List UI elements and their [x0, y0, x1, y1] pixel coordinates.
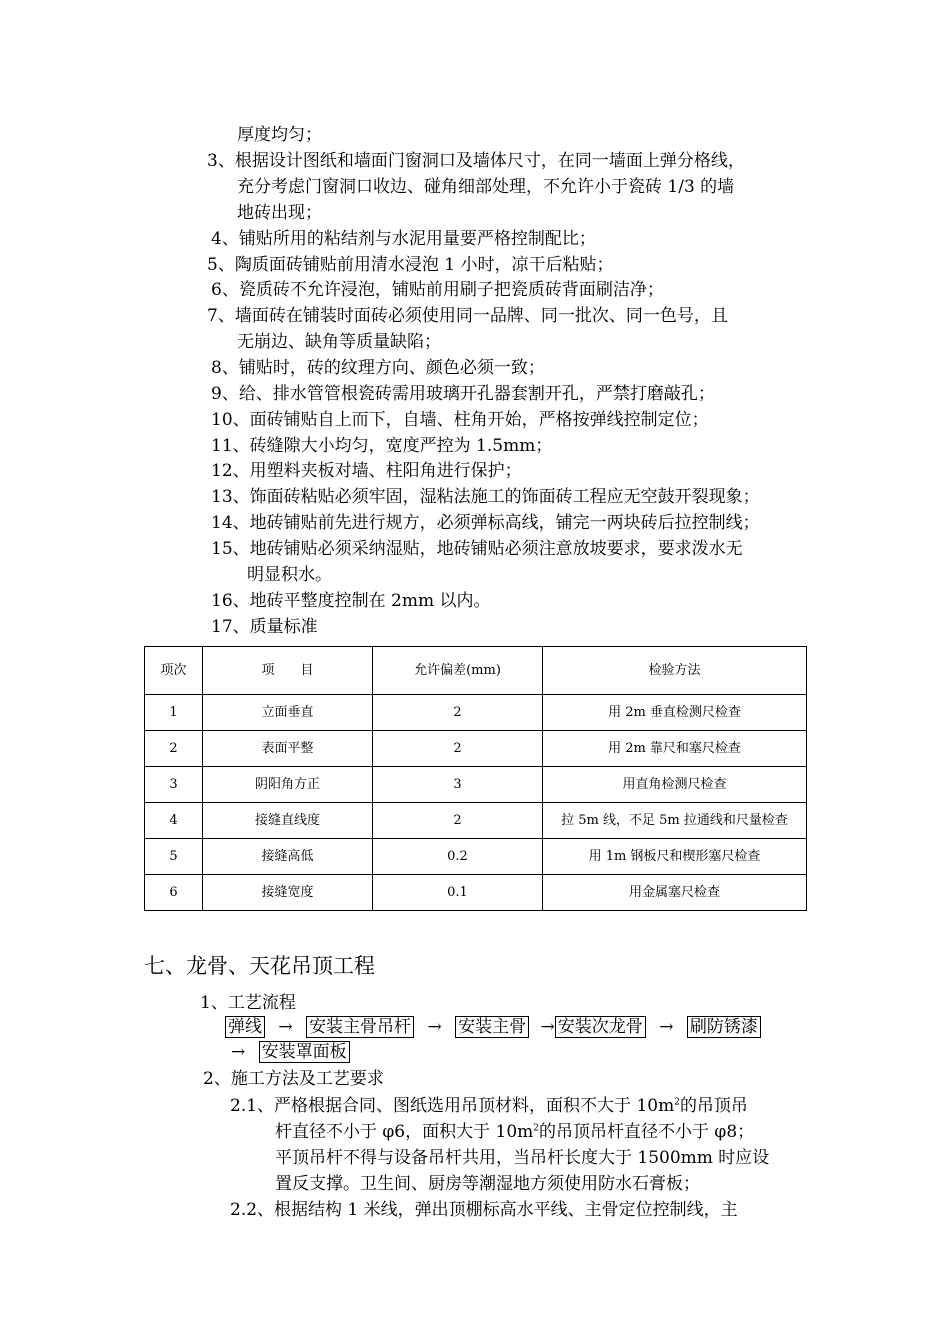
table-cell: 0.1: [373, 875, 543, 911]
table-row: [145, 839, 807, 875]
table-cell: 2: [373, 695, 543, 731]
paragraph-2-1-line: 置反支撑。卫生间、厨房等潮湿地方须使用防水石膏板；: [275, 1174, 700, 1194]
table-row: [145, 731, 807, 767]
text-span: 2.1、严格根据合同、图纸选用吊顶材料，面积不大于 10m: [230, 1096, 675, 1116]
flow-step: 安装罩面板: [259, 1041, 350, 1063]
arrow-icon: →: [231, 1042, 246, 1062]
table-cell: 用金属塞尺检查: [543, 875, 807, 911]
arrow-icon: →: [659, 1017, 674, 1037]
process-flow-row-2: [231, 1041, 350, 1063]
table-cell: 2: [373, 803, 543, 839]
table-cell: 表面平整: [203, 731, 373, 767]
list-item-10: 10、面砖铺贴自上而下，自墙、柱角开始，严格按弹线控制定位；: [211, 410, 709, 430]
list-line-continuation: 明显积水。: [247, 565, 332, 585]
table-row: [145, 875, 807, 911]
list-item-4: 4、铺贴所用的粘结剂与水泥用量要严格控制配比；: [211, 229, 596, 249]
flow-step: 安装主骨: [455, 1016, 529, 1038]
table-cell: 2: [373, 731, 543, 767]
list-item-16: 16、地砖平整度控制在 2mm 以内。: [211, 591, 491, 611]
table-cell: 3: [373, 767, 543, 803]
list-line-continuation: 厚度均匀；: [237, 125, 322, 145]
list-line-continuation: 地砖出现；: [237, 203, 322, 223]
flow-step: 安装主骨吊杆: [306, 1016, 414, 1038]
table-row: [145, 767, 807, 803]
text-span: 的吊顶吊: [679, 1096, 748, 1116]
list-item-9: 9、给、排水管管根瓷砖需用玻璃开孔器套割开孔，严禁打磨敲孔；: [211, 384, 715, 404]
table-cell: 立面垂直: [203, 695, 373, 731]
table-cell: 3: [145, 767, 203, 803]
table-cell: 接缝直线度: [203, 803, 373, 839]
table-cell: 阴阳角方正: [203, 767, 373, 803]
arrow-icon: →: [278, 1017, 293, 1037]
paragraph-2-1-line: [230, 1093, 748, 1119]
list-item-7: 7、墙面砖在铺装时面砖必须使用同一品牌、同一批次、同一色号，且: [207, 306, 728, 326]
list-item-17: 17、质量标准: [211, 617, 318, 637]
list-item-3: 3、根据设计图纸和墙面门窗洞口及墙体尺寸，在同一墙面上弹分格线，: [207, 151, 745, 171]
table-header-row: [145, 647, 807, 695]
table-row: [145, 695, 807, 731]
table-cell: 用 2m 垂直检测尺检查: [543, 695, 807, 731]
table-cell: 用直角检测尺检查: [543, 767, 807, 803]
paragraph-2-2-line: 2.2、根据结构 1 米线，弹出顶棚标高水平线、主骨定位控制线，主: [230, 1200, 738, 1220]
header-cell-item: 项 目: [203, 647, 373, 695]
table-cell: 用 1m 钢板尺和楔形塞尺检查: [543, 839, 807, 875]
table-cell: 2: [145, 731, 203, 767]
list-item-11: 11、砖缝隙大小均匀，宽度严控为 1.5mm；: [211, 436, 553, 456]
paragraph-2-1-line: [275, 1119, 754, 1145]
superscript: 2: [674, 1097, 680, 1108]
table-row: [145, 803, 807, 839]
table-cell: 0.2: [373, 839, 543, 875]
process-flow-row-1: [225, 1016, 761, 1038]
list-line-continuation: 无崩边、缺角等质量缺陷；: [237, 332, 441, 352]
quality-standard-table: [144, 646, 807, 911]
list-line-continuation: 充分考虑门窗洞口收边、碰角细部处理，不允许小于瓷砖 1/3 的墙: [237, 177, 735, 197]
list-item-5: 5、陶质面砖铺贴前用清水浸泡 1 小时，凉干后粘贴；: [207, 255, 614, 275]
table-cell: 1: [145, 695, 203, 731]
list-item-12: 12、用塑料夹板对墙、柱阳角进行保护；: [211, 461, 522, 481]
table-cell: 接缝高低: [203, 839, 373, 875]
header-cell-tolerance: 允许偏差(mm): [373, 647, 543, 695]
flow-step: 刷防锈漆: [687, 1016, 761, 1038]
header-cell-method: 检验方法: [543, 647, 807, 695]
superscript: 2: [533, 1123, 540, 1134]
table-cell: 用 2m 靠尺和塞尺检查: [543, 731, 807, 767]
paragraph-2-1-line: 平顶吊杆不得与设备吊杆共用，当吊杆长度大于 1500mm 时应设: [275, 1148, 770, 1168]
arrow-icon: →: [540, 1017, 555, 1037]
table-cell: 5: [145, 839, 203, 875]
list-item-6: 6、瓷质砖不允许浸泡，铺贴前用刷子把瓷质砖背面刷洁净；: [211, 280, 664, 300]
list-item-15: 15、地砖铺贴必须采纳湿贴，地砖铺贴必须注意放坡要求，要求泼水无: [211, 539, 743, 559]
list-item-14: 14、地砖铺贴前先进行规方，必须弹标高线，铺完一两块砖后拉控制线；: [211, 513, 760, 533]
text-span: 杆直径不小于 φ6，面积大于 10m: [275, 1122, 534, 1142]
process-title: 1、工艺流程: [200, 993, 296, 1013]
table-cell: 接缝宽度: [203, 875, 373, 911]
list-item-13: 13、饰面砖粘贴必须牢固，湿粘法施工的饰面砖工程应无空鼓开裂现象；: [211, 487, 760, 507]
header-cell-index: 项次: [145, 647, 203, 695]
flow-step: 安装次龙骨: [555, 1016, 646, 1038]
table-cell: 6: [145, 875, 203, 911]
arrow-icon: →: [427, 1017, 442, 1037]
method-title: 2、施工方法及工艺要求: [203, 1069, 384, 1089]
list-item-8: 8、铺贴时，砖的纹理方向、颜色必须一致；: [211, 358, 545, 378]
section-heading: 七、龙骨、天花吊顶工程: [144, 954, 375, 978]
table-cell: 4: [145, 803, 203, 839]
text-span: 的吊顶吊杆直径不小于 φ8；: [539, 1122, 755, 1142]
flow-step: 弹线: [225, 1016, 265, 1038]
table-cell: 拉 5m 线，不足 5m 拉通线和尺量检查: [543, 803, 807, 839]
